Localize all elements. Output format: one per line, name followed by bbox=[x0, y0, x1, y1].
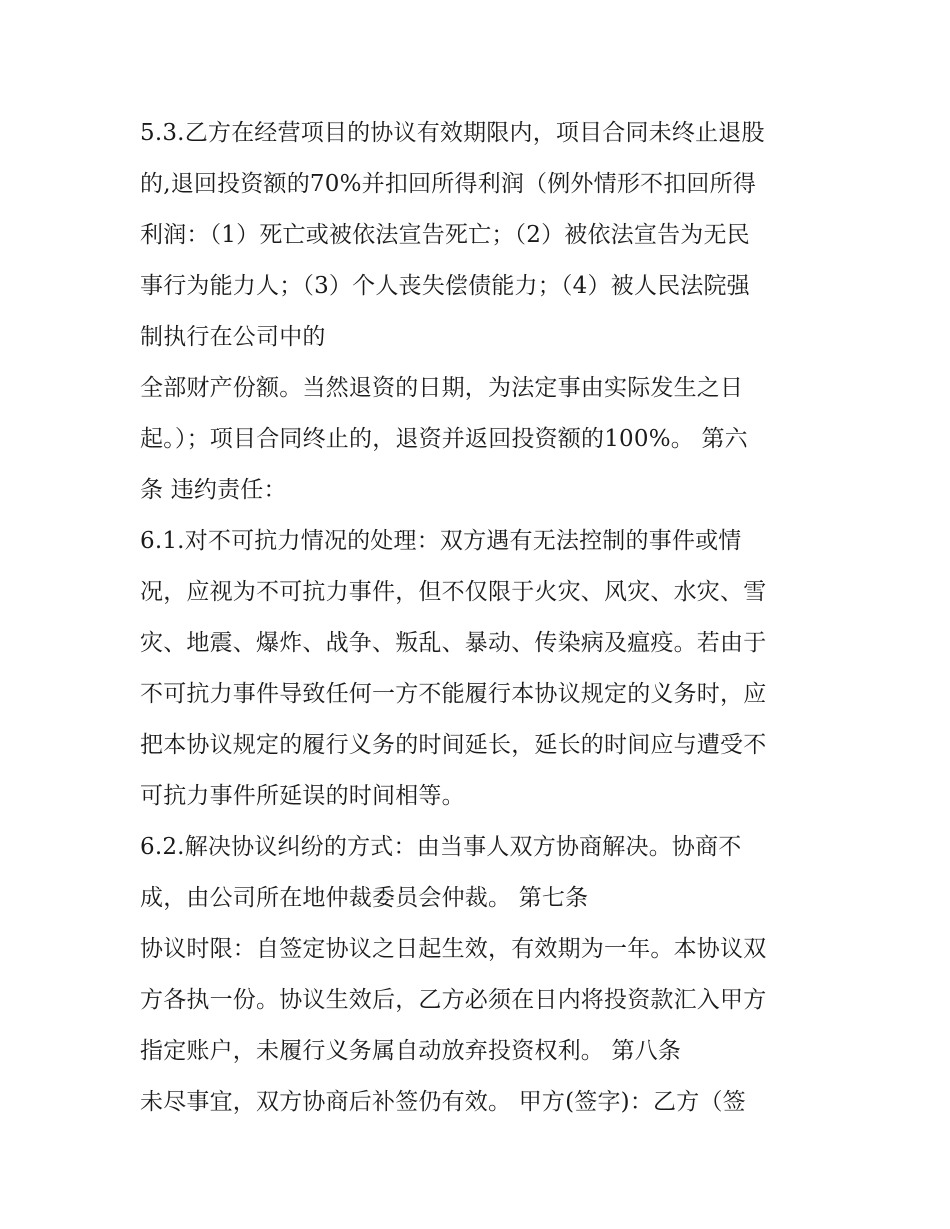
text-line: 5.3.乙方在经营项目的协议有效期限内，项目合同未终止退股 bbox=[140, 120, 765, 146]
text-line: 不可抗力事件导致任何一方不能履行本协议规定的义务时，应 bbox=[140, 681, 767, 707]
text-line: 协议时限：自签定协议之日起生效，有效期为一年。本协议双 bbox=[140, 936, 767, 962]
text-line: 6.2.解决协议纠纷的方式：由当事人双方协商解决。协商不 bbox=[140, 834, 742, 860]
text-line: 起。）；项目合同终止的，退资并返回投资额的100%。 第六 bbox=[140, 426, 748, 452]
text-line: 灾、地震、爆炸、战争、叛乱、暴动、传染病及瘟疫。若由于 bbox=[140, 630, 767, 656]
text-line: 全部财产份额。当然退资的日期，为法定事由实际发生之日 bbox=[140, 375, 744, 401]
text-line: 未尽事宜，双方协商后补签仍有效。 甲方(签字)：乙方（签 bbox=[140, 1089, 746, 1115]
text-line: 制执行在公司中的 bbox=[140, 324, 326, 350]
text-line: 可抗力事件所延误的时间相等。 bbox=[140, 783, 465, 809]
text-line: 成，由公司所在地仲裁委员会仲裁。 第七条 bbox=[140, 885, 589, 911]
text-line: 利润：（1）死亡或被依法宣告死亡；（2）被依法宣告为无民 bbox=[140, 222, 750, 248]
text-line: 条 违约责任： bbox=[140, 477, 287, 503]
text-line: 6.1.对不可抗力情况的处理：双方遇有无法控制的事件或情 bbox=[140, 528, 742, 554]
text-line: 把本协议规定的履行义务的时间延长，延长的时间应与遭受不 bbox=[140, 732, 767, 758]
text-line: 方各执一份。协议生效后，乙方必须在日内将投资款汇入甲方 bbox=[140, 987, 767, 1013]
document-body bbox=[140, 108, 820, 1128]
text-line: 况，应视为不可抗力事件，但不仅限于火灾、风灾、水灾、雪 bbox=[140, 579, 767, 605]
text-line: 指定账户，未履行义务属自动放弃投资权利。 第八条 bbox=[140, 1038, 682, 1064]
text-line: 事行为能力人；（3）个人丧失偿债能力；（4）被人民法院强 bbox=[140, 273, 750, 299]
text-line: 的,退回投资额的70%并扣回所得利润（例外情形不扣回所得 bbox=[140, 171, 757, 197]
